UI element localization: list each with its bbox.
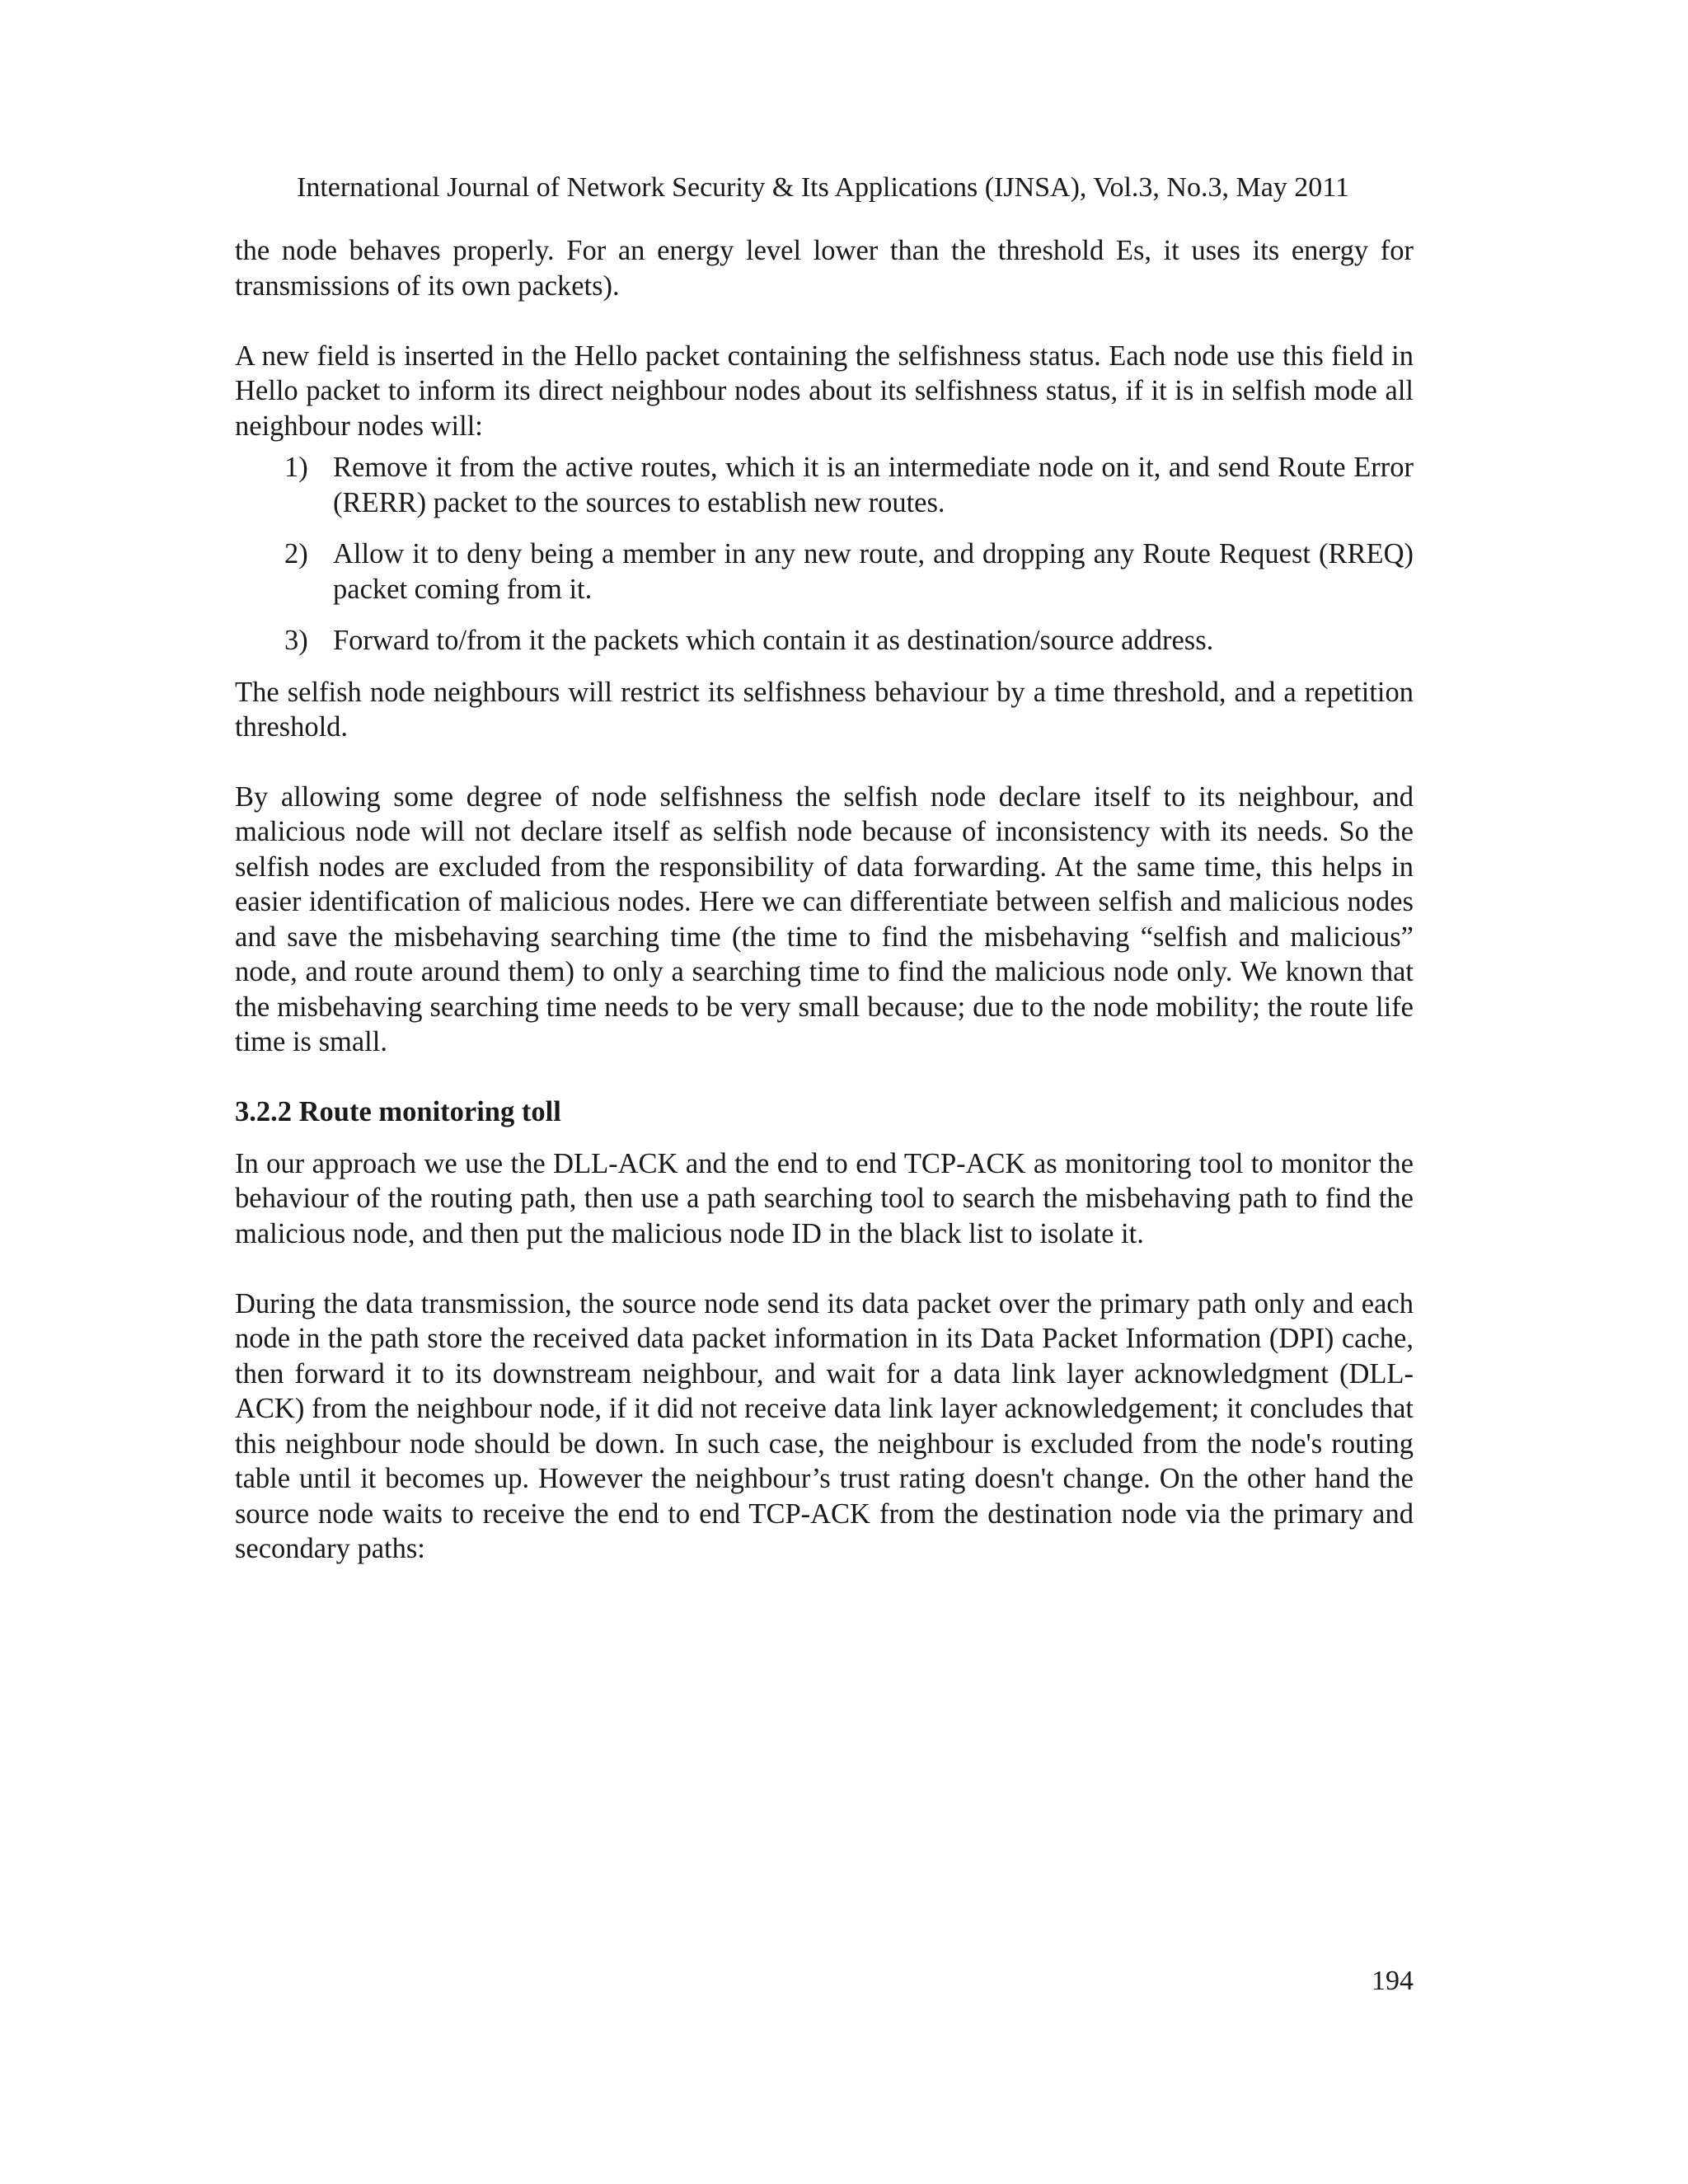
- paragraph-data-transmission: During the data transmission, the source node send its data packet over the primary path only and each node in the path store the received data packet information in its Data Packet Information (DPI) cache, then forward it to its downstream neighbour, and wait for a data link layer acknowledgment (DLL-ACK) from the neighbour node, if it did not receive data link layer acknowledgement; it concludes that this neighbour node should be down. In such case, the neighbour is excluded from the node's routing table until it becomes up. However the neighbour’s trust rating doesn't change. On the other hand the source node waits to receive the end to end TCP-ACK from the destination node via the primary and secondary paths:: [235, 1287, 1414, 1564]
- list-item: [235, 537, 1414, 607]
- list-item-text: Remove it from the active routes, which it is an intermediate node on it, and send Route Error (RERR) packet to the sources to establish new routes.: [333, 452, 1414, 518]
- paragraph-monitoring-approach: In our approach we use the DLL-ACK and the end to end TCP-ACK as monitoring tool to monitor the behaviour of the routing path, then use a path searching tool to search the misbehaving path to find the malicious node, and then put the malicious node ID in the black list to isolate it.: [235, 1147, 1414, 1249]
- paragraph-thresholds: The selfish node neighbours will restrict its selfishness behaviour by a time threshold, and a repetition threshold.: [235, 676, 1414, 743]
- list-item-number: 3): [284, 625, 308, 656]
- body-text: [235, 233, 1414, 1601]
- paragraph-hello-packet: A new field is inserted in the Hello packet containing the selfishness status. Each node use this field in Hello packet to inform its direct neighbour nodes about its selfishness status, if it is in selfish mode all neighbour nodes will:: [235, 340, 1414, 442]
- list-item-number: 2): [284, 538, 308, 569]
- section-heading: 3.2.2 Route monitoring toll: [235, 1096, 561, 1127]
- page-number: 194: [1372, 1966, 1414, 1996]
- paragraph-energy-threshold: the node behaves properly. For an energy level lower than the threshold Es, it uses its energy for transmissions of its own packets).: [235, 235, 1414, 302]
- list-item: [235, 623, 1414, 658]
- running-header: International Journal of Network Security & Its Applications (IJNSA), Vol.3, No.3, May 2011: [297, 172, 1350, 203]
- paragraph-selfishness-degree: By allowing some degree of node selfishness the selfish node declare itself to its neighbour, and malicious node will not declare itself as selfish node because of inconsistency with its needs. So the selfish nodes are excluded from the responsibility of data forwarding. At the same time, this helps in easier identification of malicious nodes. Here we can differentiate between selfish and malicious nodes and save the misbehaving searching time (the time to find the misbehaving “selfish and malicious” node, and route around them) to only a searching time to find the malicious node only. We known that the misbehaving searching time needs to be very small because; due to the node mobility; the route life time is small.: [235, 780, 1414, 1057]
- list-item-number: 1): [284, 452, 308, 483]
- selfish-mode-list: [235, 450, 1414, 658]
- list-item-text: Forward to/from it the packets which contain it as destination/source address.: [333, 625, 1214, 656]
- list-item-text: Allow it to deny being a member in any new route, and dropping any Route Request (RREQ) packet coming from it.: [333, 538, 1414, 605]
- list-item: [235, 450, 1414, 520]
